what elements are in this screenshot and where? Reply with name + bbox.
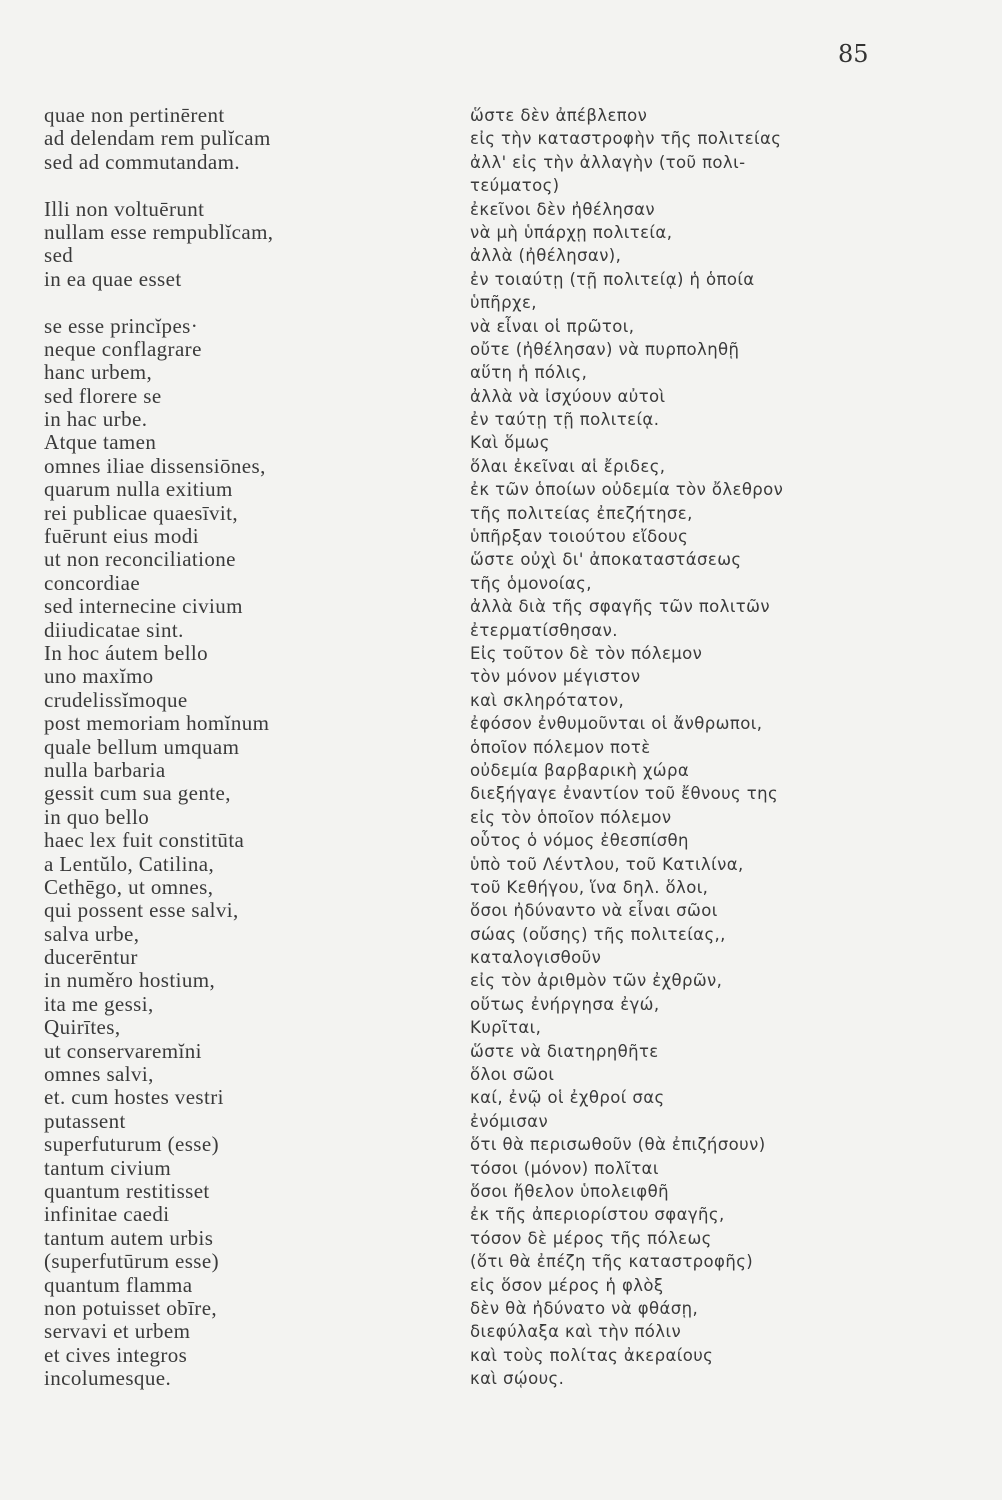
latin-text-line: et cives integros bbox=[44, 1342, 188, 1367]
greek-text-line: τόσον δὲ μέρος τῆς πόλεως bbox=[470, 1228, 712, 1248]
latin-text-line: quae non pertinērent bbox=[44, 103, 225, 127]
latin-text-line: concordiae bbox=[44, 570, 141, 595]
latin-text-line: a Lentŭlo, Catilina, bbox=[44, 851, 215, 876]
greek-translation-column bbox=[470, 104, 970, 1390]
latin-text-line: superfuturum (esse) bbox=[44, 1132, 219, 1157]
latin-text-line: ita me gessi, bbox=[44, 991, 154, 1016]
latin-text-line: Atque tamen bbox=[44, 430, 157, 455]
greek-text-line: ὥστε δὲν ἀπέβλεπον bbox=[470, 106, 648, 125]
latin-text-line: crudelissĭmoque bbox=[44, 687, 188, 712]
latin-text-line: salva urbe, bbox=[44, 921, 140, 946]
greek-text-line: ἐτερματίσθησαν. bbox=[470, 620, 618, 640]
latin-text-line: Illi non voltuērunt bbox=[44, 196, 205, 221]
latin-text-line: sed bbox=[44, 243, 74, 268]
greek-text-line: ἐκ τῆς ἀπεριορίστου σφαγῆς, bbox=[470, 1205, 725, 1225]
latin-text-line: In hoc áutem bello bbox=[44, 640, 209, 665]
greek-text-line: σώας (οὔσης) τῆς πολιτείας,, bbox=[470, 924, 726, 944]
latin-text-line: in quo bello bbox=[44, 804, 150, 829]
greek-text-line: ὁποῖον πόλεμον ποτὲ bbox=[470, 737, 651, 757]
greek-text-line: τοῦ Κεθήγου, ἵνα δηλ. ὅλοι, bbox=[470, 877, 709, 897]
greek-text-line: Καὶ ὅμως bbox=[470, 433, 550, 453]
greek-text-line: καί, ἐνῷ οἱ ἐχθροί σας bbox=[470, 1088, 665, 1108]
latin-text-line: putassent bbox=[44, 1108, 126, 1133]
greek-text-line: ἀλλὰ νὰ ἰσχύουν αὐτοὶ bbox=[470, 386, 666, 406]
greek-text-line: ὅτι θὰ περισωθοῦν (θὰ ἐπιζήσουν) bbox=[470, 1135, 766, 1155]
latin-text-line: Quirītes, bbox=[44, 1015, 121, 1040]
latin-text-line: omnes iliae dissensiōnes, bbox=[44, 453, 266, 478]
latin-text-line: neque conflagrare bbox=[44, 336, 202, 361]
page-number: 85 bbox=[838, 40, 869, 68]
latin-text-line: post memoriam homĭnum bbox=[44, 711, 270, 736]
greek-text-line: ἐκεῖνοι δὲν ἠθέλησαν bbox=[470, 199, 656, 219]
latin-text-column bbox=[44, 104, 434, 1390]
greek-text-line: εἰς τὸν ἀριθμὸν τῶν ἐχθρῶν, bbox=[470, 971, 723, 991]
latin-text-line: nulla barbaria bbox=[44, 757, 166, 782]
greek-text-line: νὰ μὴ ὑπάρχῃ πολιτεία, bbox=[470, 222, 673, 242]
greek-text-line: οὐδεμία βαρβαρικὴ χώρα bbox=[470, 760, 690, 780]
greek-text-line: Εἰς τοῦτον δὲ τὸν πόλεμον bbox=[470, 643, 703, 663]
greek-text-line: δὲν θὰ ἠδύνατο νὰ φθάσῃ, bbox=[470, 1298, 699, 1318]
latin-text-line: diiudicatae sint. bbox=[44, 617, 184, 642]
greek-text-line: εἰς ὅσον μέρος ἡ φλὸξ bbox=[470, 1275, 664, 1295]
latin-text-line: ad delendam rem pulĭcam bbox=[44, 126, 271, 151]
greek-text-line: ἀλλ' εἰς τὴν ἀλλαγὴν (τοῦ πολι- bbox=[470, 152, 746, 172]
latin-text-line: incolumesque. bbox=[44, 1366, 172, 1391]
greek-text-line: ὅσοι ἤθελον ὑπολειφθῆ bbox=[470, 1181, 669, 1201]
latin-text-line: (superfutūrum esse) bbox=[44, 1249, 219, 1274]
greek-text-line: ὅσοι ἠδύναντο νὰ εἶναι σῶοι bbox=[470, 901, 718, 921]
latin-text-line: in ea quae esset bbox=[44, 266, 182, 291]
greek-text-line: ἐν τοιαύτῃ (τῇ πολιτείᾳ) ἡ ὁποία bbox=[470, 269, 755, 289]
latin-text-line: rei publicae quaesīvit, bbox=[44, 500, 239, 525]
latin-text-line: servavi et urbem bbox=[44, 1319, 191, 1344]
latin-text-line: ducerēntur bbox=[44, 945, 138, 970]
greek-text-line: καὶ τοὺς πολίτας ἀκεραίους bbox=[470, 1345, 714, 1365]
latin-text-line: sed internecine civium bbox=[44, 594, 243, 619]
greek-text-line: τῆς ὁμονοίας, bbox=[470, 573, 592, 593]
greek-text-line: ὑπὸ τοῦ Λέντλου, τοῦ Κατιλίνα, bbox=[470, 854, 744, 874]
latin-text-line: infinitae caedi bbox=[44, 1202, 170, 1227]
greek-text-line: ὥστε νὰ διατηρηθῆτε bbox=[470, 1041, 659, 1061]
greek-text-line: νὰ εἶναι οἱ πρῶτοι, bbox=[470, 316, 635, 336]
greek-text-line: οὗτος ὁ νόμος ἐθεσπίσθη bbox=[470, 831, 689, 851]
latin-text-line: in hac urbe. bbox=[44, 407, 148, 432]
greek-text-line: ἐφόσον ἐνθυμοῦνται οἱ ἄνθρωποι, bbox=[470, 714, 763, 734]
latin-text-stanza-gap bbox=[44, 174, 434, 197]
latin-text-line: omnes salvi, bbox=[44, 1062, 154, 1087]
greek-text-line: καὶ σῴους. bbox=[470, 1369, 565, 1389]
greek-text-line: ὑπῆρχε, bbox=[470, 293, 537, 313]
greek-text-line: τεύματος) bbox=[470, 176, 560, 196]
latin-text-line: quarum nulla exitium bbox=[44, 477, 233, 502]
greek-text-line: τόσοι (μόνον) πολῖται bbox=[470, 1158, 659, 1178]
latin-text-line: uno maxĭmo bbox=[44, 664, 154, 689]
greek-text-line: ὅλοι σῶοι bbox=[470, 1065, 555, 1085]
latin-text-line: sed florere se bbox=[44, 383, 162, 408]
greek-text-line: καὶ σκληρότατον, bbox=[470, 690, 625, 710]
latin-text-line: fuērunt eius modi bbox=[44, 524, 199, 549]
latin-text-stanza-gap bbox=[44, 291, 434, 314]
latin-text-line: sed ad commutandam. bbox=[44, 149, 240, 174]
greek-text-line: διεφύλαξα καὶ τὴν πόλιν bbox=[470, 1322, 682, 1342]
latin-text-line: nullam esse rempublĭcam, bbox=[44, 219, 274, 244]
latin-text-line: et. cum hostes vestri bbox=[44, 1085, 224, 1110]
latin-text-line: qui possent esse salvi, bbox=[44, 898, 239, 923]
greek-text-line: ἐν ταύτῃ τῇ πολιτείᾳ. bbox=[470, 410, 660, 430]
latin-text-line: quale bellum umquam bbox=[44, 734, 240, 759]
greek-text-line: εἰς τὴν καταστροφὴν τῆς πολιτείας bbox=[470, 129, 782, 149]
greek-text-line: οὔτε (ἠθέλησαν) νὰ πυρποληθῇ bbox=[470, 339, 740, 359]
greek-text-line: ἐκ τῶν ὁποίων οὐδεμία τὸν ὄλεθρον bbox=[470, 480, 784, 500]
latin-text-line: ut non reconciliatione bbox=[44, 547, 236, 572]
latin-text-line: ut conservaremĭni bbox=[44, 1038, 202, 1063]
latin-text-line: quantum flamma bbox=[44, 1272, 193, 1297]
greek-text-line: τὸν μόνον μέγιστον bbox=[470, 667, 641, 687]
greek-text-line: τῆς πολιτείας ἐπεζήτησε, bbox=[470, 503, 693, 523]
greek-text-line: καταλογισθοῦν bbox=[470, 948, 602, 968]
latin-text-line: gessit cum sua gente, bbox=[44, 781, 231, 806]
latin-text-line: Cethēgo, ut omnes, bbox=[44, 874, 214, 899]
latin-text-line: se esse princĭpes· bbox=[44, 313, 199, 338]
latin-text-line: quantum restitisset bbox=[44, 1178, 210, 1203]
greek-text-line: ὑπῆρξαν τοιούτου εἴδους bbox=[470, 527, 689, 547]
greek-text-line: ἀλλὰ διὰ τῆς σφαγῆς τῶν πολιτῶν bbox=[470, 597, 770, 617]
greek-text-line: ἀλλὰ (ἠθέλησαν), bbox=[470, 246, 622, 266]
latin-text-line: tantum civium bbox=[44, 1155, 172, 1180]
latin-text-line: non potuisset obīre, bbox=[44, 1295, 218, 1320]
greek-text-line: ἐνόμισαν bbox=[470, 1111, 549, 1131]
latin-text-line: in numěro hostium, bbox=[44, 968, 216, 993]
latin-text-line: hanc urbem, bbox=[44, 360, 153, 385]
greek-text-line: οὕτως ἐνήργησα ἐγώ, bbox=[470, 994, 660, 1014]
latin-text-line: haec lex fuit constitūta bbox=[44, 828, 245, 853]
greek-text-line: ὥστε οὐχὶ δι' ἀποκαταστάσεως bbox=[470, 550, 742, 570]
greek-text-line: ὅλαι ἐκεῖναι αἱ ἔριδες, bbox=[470, 456, 666, 476]
greek-text-line: Κυρῖται, bbox=[470, 1018, 542, 1038]
greek-text-line: (ὅτι θὰ ἐπέζη τῆς καταστροφῆς) bbox=[470, 1252, 754, 1272]
greek-text-line: διεξήγαγε ἐναντίον τοῦ ἔθνους της bbox=[470, 784, 779, 804]
greek-text-line: αὕτη ἡ πόλις, bbox=[470, 363, 588, 383]
greek-text-line: εἰς τὸν ὁποῖον πόλεμον bbox=[470, 807, 672, 827]
latin-text-line: tantum autem urbis bbox=[44, 1225, 214, 1250]
